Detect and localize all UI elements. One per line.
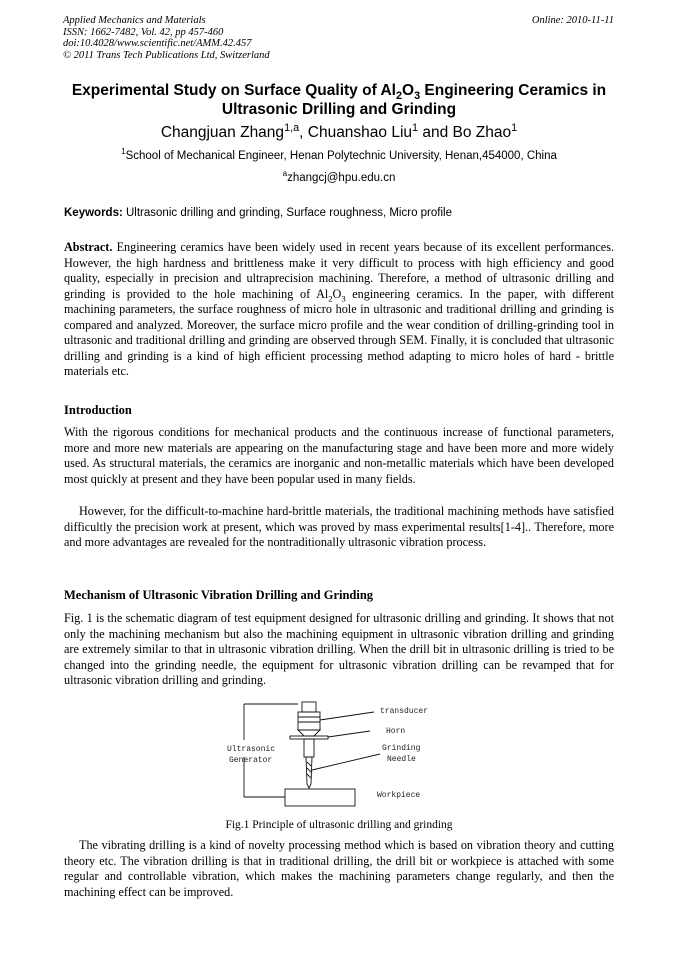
workpiece-shape (285, 789, 355, 806)
author-list: Changjuan Zhang$^{1,a}$, Chuanshao Liu$^1$ and Bo Zhao$^1$ (160, 121, 518, 141)
horn-shape (304, 739, 314, 757)
doi: doi:10.4028/www.scientific.net/AMM.42.457 (63, 38, 252, 49)
journal-header (63, 15, 270, 61)
transducer-cap-shape (302, 702, 316, 712)
needle-label-line1: Grinding (382, 744, 421, 753)
journal-name: Applied Mechanics and Materials (63, 15, 206, 26)
generator-label-line2: Generator (229, 756, 273, 765)
transducer-shape (298, 712, 320, 730)
keywords-label: Keywords: (64, 207, 123, 219)
workpiece-label: Workpiece (377, 791, 421, 800)
grinding-needle-shape (306, 757, 312, 788)
mechanism-heading: Mechanism of Ultrasonic Vibration Drilling and Grinding (64, 588, 374, 602)
issn: ISSN: 1662-7482, Vol. 42, pp 457-460 (63, 26, 224, 38)
online-date: Online: 2010-11-11 (531, 15, 614, 26)
mechanism-paragraph: Fig. 1 is the schematic diagram of test equipment designed for ultrasonic drilling and grinding. It shows that not only the machining mechanism but also the machining equipment in ultrasonic vibration drilling and grinding are extremely similar to that in ultrasonic vibration drilling. When the drill bit in ultrasonic drilling is tried to be changed into the grinding needle, the equipment for ultrasonic vibration drilling can be revamped that for ultrasonic vibration drilling and grinding. (64, 611, 614, 687)
figure-1 (220, 700, 460, 812)
mechanism-paragraph: The vibrating drilling is a kind of novelty processing method which is based on vibration theory and cutting theory etc. The vibration drilling is that in traditional drilling, the drill bit or workpiece is attached with some regular and controllable vibration, which makes the machining parameters change regularly, and then the machining effect can be improved. (64, 838, 614, 899)
copyright: © 2011 Trans Tech Publications Ltd, Switzerland (63, 49, 270, 61)
author-email: $^a$zhangcj@hpu.edu.cn (282, 169, 396, 184)
introduction-paragraph: With the rigorous conditions for mechanical products and the continuous increase of functional parameters, more and more new materials are appearing on the manufacturing stage and have been more and more widely used. As structural materials, the ceramics are inorganic and non-metallic materials which have been developed most quickly at present and they have been popular used in many fields. (64, 425, 614, 486)
keywords: Keywords: Ultrasonic drilling and grinding, Surface roughness, Micro profile (64, 207, 452, 219)
horn-label: Horn (386, 727, 406, 736)
horn-flange-shape (290, 736, 328, 739)
affiliation: $^1$School of Mechanical Engineer, Henan Polytechnic University, Henan,454000, China (121, 147, 557, 162)
horn-taper-shape (298, 730, 320, 736)
figure-caption: Fig.1 Principle of ultrasonic drilling and grinding (225, 819, 453, 831)
needle-label-line2: Needle (387, 755, 416, 764)
abstract: Abstract. Engineering ceramics have been widely used in recent years because of its excellent performances. However, the high hardness and brittleness make it very difficult to process with high efficiency and good quality, especially in precision and ultraprecision machining. Therefore, a method of ultrasonic drilling and grinding is provided to the hole machining of $Al_2O_3$ engineering ceramics. In the paper, with different machining parameters, the surface roughness of micro hole in ultrasonic and traditional drilling and grinding is compared and analyzed. Moreover, the surface micro profile and the wear condition of drilling-grinding tool in ultrasonic and traditional drilling and grinding are observed through SEM. Finally, it is concluded that ultrasonic drilling and grinding is a kind of high efficient processing method adapting to micro holes of hard - brittle materials etc. (64, 240, 614, 378)
generator-label-line1: Ultrasonic (227, 745, 276, 754)
paper-title: Experimental Study on Surface Quality of $Al_2O_3$ Engineering Ceramics in Ultrasonic Drilling and Grinding (71, 82, 607, 118)
transducer-label: transducer (380, 707, 429, 716)
introduction-heading: Introduction (64, 403, 132, 417)
introduction-paragraph: However, for the difficult-to-machine hard-brittle materials, the traditional machining methods have satisfied difficultly the precision work at present, which was proved by mass experimental results[1-4].. Therefore, more and more advantages are revealed for the nontraditionally ultrasonic vibration process. (64, 504, 614, 549)
abstract-label: Abstract. (64, 240, 113, 254)
